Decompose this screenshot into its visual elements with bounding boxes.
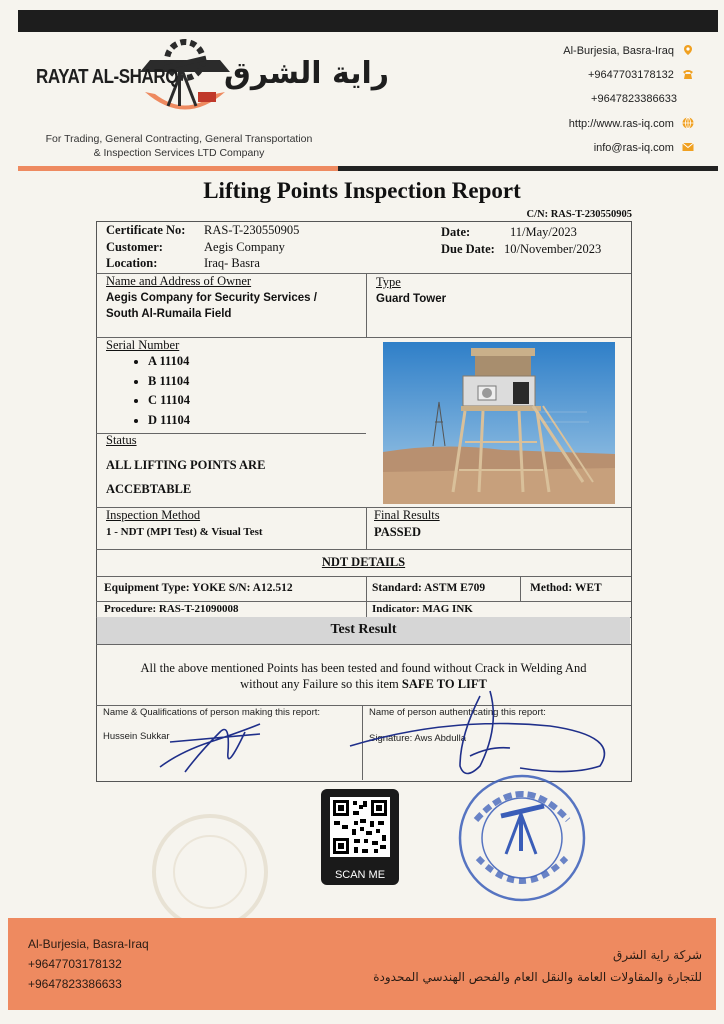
col-divider bbox=[520, 576, 521, 601]
serial-item: • A 11104 bbox=[148, 352, 348, 372]
person-name: Hussein Sukkar bbox=[103, 731, 170, 742]
guard-tower-photo bbox=[383, 342, 615, 504]
header-phone-1-text: +9647703178132 bbox=[587, 69, 674, 81]
auth-label: Name of person authenticating this report: bbox=[369, 707, 546, 718]
footer-phone-1: +9647703178132 bbox=[28, 957, 122, 971]
tagline-line-1: For Trading, General Contracting, General Transportation bbox=[45, 133, 313, 145]
owner-label: Name and Address of Owner bbox=[106, 274, 252, 288]
header-phone-1 bbox=[588, 68, 694, 81]
equipment-type: Equipment Type: YOKE S/N: A12.512 bbox=[104, 582, 293, 594]
type-label: Type bbox=[376, 275, 401, 289]
tagline-line-2: & Inspection Services LTD Company bbox=[93, 147, 265, 159]
row-divider bbox=[96, 601, 631, 602]
col-divider bbox=[366, 507, 367, 549]
certificate-value: RAS-T-230550905 bbox=[204, 223, 300, 237]
standard: Standard: ASTM E709 bbox=[372, 582, 486, 594]
type-value: Guard Tower bbox=[376, 293, 447, 305]
company-stamp-icon bbox=[456, 772, 588, 904]
company-tagline bbox=[34, 132, 324, 160]
indicator: Indicator: MAG INK bbox=[372, 603, 473, 615]
header-divider-orange bbox=[18, 166, 338, 171]
serial-list bbox=[108, 352, 348, 430]
mail-icon bbox=[682, 141, 694, 153]
final-results-value: PASSED bbox=[374, 525, 422, 539]
qr-code-icon bbox=[330, 797, 390, 857]
top-bar bbox=[18, 10, 718, 32]
status-line-1: ALL LIFTING POINTS ARE bbox=[106, 458, 266, 472]
owner-line-1: Aegis Company for Security Services / bbox=[106, 292, 317, 304]
location-value: Iraq- Basra bbox=[204, 256, 260, 270]
date-value: 11/May/2023 bbox=[510, 225, 577, 239]
watermark-seal-icon bbox=[150, 812, 270, 932]
auth-name: Signature: Aws Abdulla bbox=[369, 733, 467, 744]
final-results-label: Final Results bbox=[374, 508, 440, 522]
result-line-2-text: without any Failure so this item bbox=[240, 677, 402, 691]
footer-arabic-line-1: شركة راية الشرق bbox=[613, 948, 702, 962]
company-name-ar: راية الشرق bbox=[224, 56, 390, 91]
due-date-label: Due Date: bbox=[441, 242, 495, 256]
footer-address: Al-Burjesia, Basra-Iraq bbox=[28, 937, 149, 951]
method-value: 1 - NDT (MPI Test) & Visual Test bbox=[106, 526, 263, 538]
status-line-2: ACCEBTABLE bbox=[106, 482, 192, 496]
footer-arabic-line-2: للتجارة والمقاولات العامة والنقل العام والفحص الهندسي المحدودة bbox=[373, 970, 702, 984]
footer-arabic bbox=[373, 944, 702, 988]
header-email-text: info@ras-iq.com bbox=[593, 142, 674, 154]
header-website bbox=[569, 117, 694, 130]
report-title: Lifting Points Inspection Report bbox=[203, 178, 521, 203]
certificate-label: Certificate No: bbox=[106, 223, 186, 237]
footer bbox=[8, 918, 716, 1010]
phone-icon bbox=[682, 68, 694, 80]
ndt-details-title: NDT DETAILS bbox=[321, 555, 406, 569]
row-divider bbox=[96, 549, 631, 550]
due-date-value: 10/November/2023 bbox=[504, 242, 602, 256]
row-divider bbox=[96, 576, 631, 577]
customer-value: Aegis Company bbox=[204, 240, 285, 254]
row-divider bbox=[96, 644, 631, 645]
status-label: Status bbox=[106, 433, 137, 447]
header-divider-dark bbox=[338, 166, 718, 171]
control-number: C/N: RAS-T-230550905 bbox=[526, 209, 632, 220]
customer-label: Customer: bbox=[106, 240, 163, 254]
signature-authenticator-icon bbox=[330, 686, 620, 786]
signature-inspector-icon bbox=[150, 712, 270, 782]
qr-code[interactable] bbox=[321, 789, 399, 885]
date-label: Date: bbox=[441, 225, 471, 239]
header-phone-2 bbox=[591, 93, 677, 105]
header-phone-2-text: +9647823386633 bbox=[591, 93, 677, 105]
header-email bbox=[594, 141, 694, 154]
ndt-method: Method: WET bbox=[530, 582, 602, 594]
serial-label: Serial Number bbox=[106, 338, 180, 352]
method-label: Inspection Method bbox=[106, 508, 201, 522]
location-pin-icon bbox=[682, 44, 694, 56]
person-label: Name & Qualifications of person making this report: bbox=[103, 707, 321, 718]
procedure: Procedure: RAS-T-21090008 bbox=[104, 603, 239, 615]
col-divider bbox=[366, 273, 367, 337]
location-label: Location: bbox=[106, 256, 158, 270]
company-name-en: RAYAT AL-SHARQ bbox=[36, 66, 179, 88]
header-address bbox=[563, 44, 694, 57]
footer-contacts bbox=[28, 934, 149, 994]
serial-item: • D 11104 bbox=[148, 411, 348, 431]
col-divider bbox=[366, 576, 367, 617]
test-result-title: Test Result bbox=[330, 622, 397, 637]
result-line-1: All the above mentioned Points has been tested and found without Crack in Welding And bbox=[140, 661, 587, 675]
safe-to-lift: SAFE TO LIFT bbox=[401, 677, 487, 691]
globe-icon bbox=[682, 117, 694, 129]
serial-item: • C 11104 bbox=[148, 391, 348, 411]
header-website-text: http://www.ras-iq.com bbox=[568, 118, 674, 130]
header-address-text: Al-Burjesia, Basra-Iraq bbox=[563, 45, 674, 57]
serial-item: • B 11104 bbox=[148, 372, 348, 392]
scan-me-label: SCAN ME bbox=[334, 869, 386, 881]
footer-phone-2: +9647823386633 bbox=[28, 977, 122, 991]
owner-line-2: South Al-Rumaila Field bbox=[106, 308, 232, 320]
